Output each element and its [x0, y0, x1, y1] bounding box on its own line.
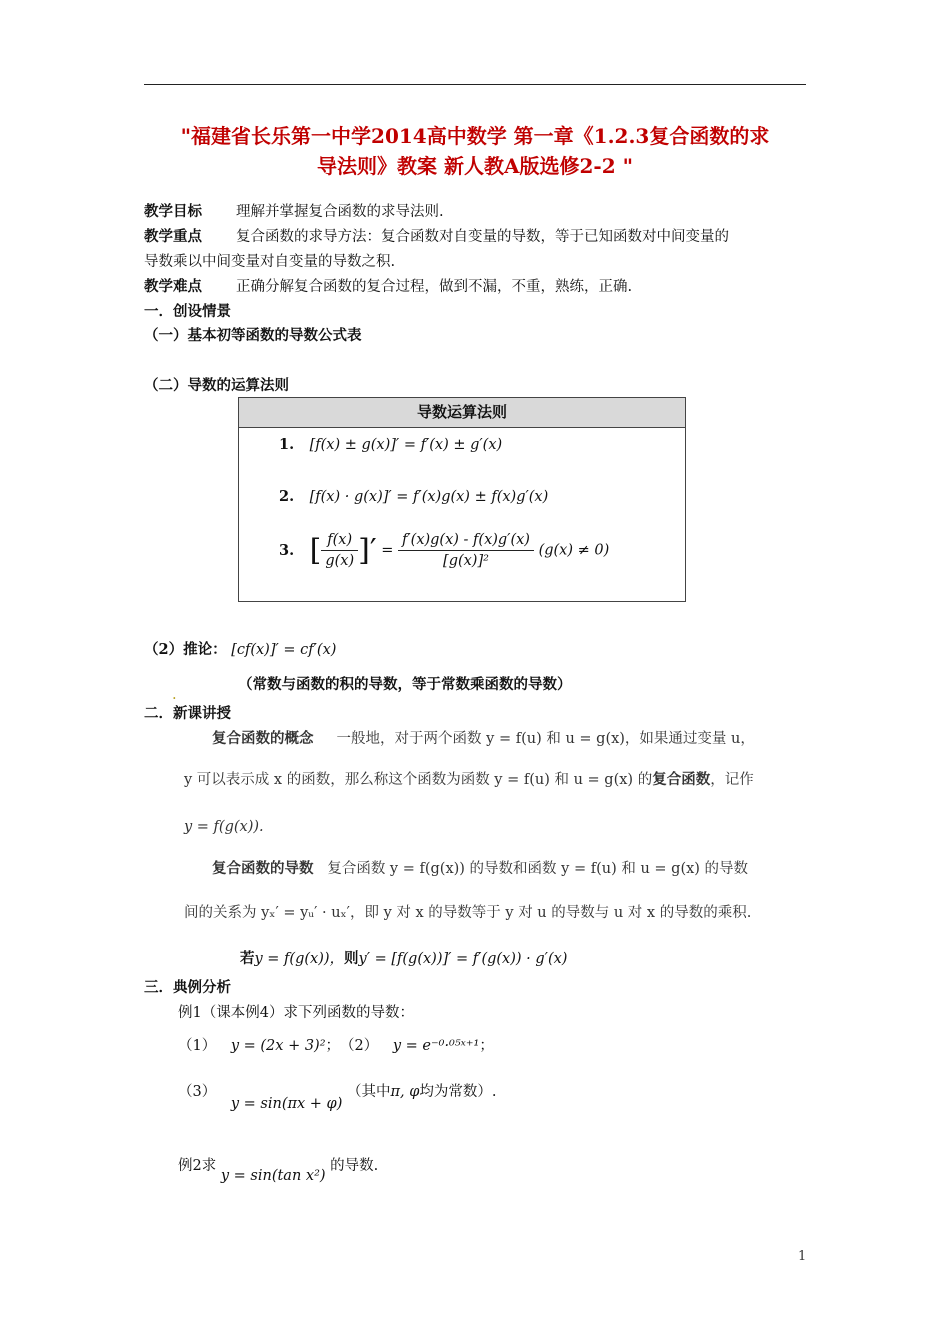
concept-text-2c: ，记作	[710, 772, 754, 788]
item-sep: ；	[325, 1038, 341, 1054]
derivative-rules-table	[238, 397, 686, 602]
example2-suffix: 的导数.	[330, 1158, 379, 1174]
derivative-row	[212, 857, 748, 881]
chain-rule-prefix: 若	[240, 950, 255, 967]
header-rule	[144, 84, 806, 85]
objective-row	[144, 200, 444, 224]
example1-item-2	[340, 1034, 494, 1058]
rhs-fraction	[398, 532, 534, 569]
corollary-formula: [cf(x)]′ = cf′(x)	[231, 642, 337, 658]
concept-label: 复合函数的概念	[212, 730, 314, 747]
rule-row-3	[279, 532, 609, 569]
lhs-fraction	[321, 532, 358, 569]
rule-row-2	[279, 488, 548, 505]
difficulty-row	[144, 275, 632, 299]
section2-heading: 二．新课讲授	[144, 705, 231, 722]
rule-formula: [f(x) · g(x)]′ = f′(x)g(x) ± f(x)g′(x)	[309, 489, 549, 505]
rule-number: 2.	[279, 488, 295, 505]
section1-heading: 一．创设情景	[144, 303, 231, 320]
concept-text-2	[184, 768, 754, 792]
key-point-row	[144, 225, 729, 249]
key-point-text-cont: 导数乘以中间变量对自变量的导数之积.	[144, 254, 396, 270]
corollary-row	[144, 638, 336, 662]
key-point-label: 教学重点	[144, 228, 202, 245]
example1-item-1	[178, 1034, 340, 1058]
derivative-text: 复合函数 y = f(g(x)) 的导数和函数 y = f(u) 和 u = g(x) 的导数	[327, 861, 749, 877]
corollary-note: （常数与函数的积的导数，等于常数乘函数的导数）	[238, 676, 572, 693]
chain-rule-row	[240, 947, 567, 971]
derivative-relation: 间的关系为 yₓ′ = yᵤ′ · uₓ′，即 y 对 x 的导数等于 y 对 u 的导数与 u 对 x 的导数的乘积.	[184, 905, 752, 921]
section3-heading: 三．典例分析	[144, 979, 231, 996]
section1-sub1: （一）基本初等函数的导数公式表	[144, 327, 362, 344]
item-number: （2）	[340, 1038, 379, 1054]
lhs-denominator: g(x)	[325, 553, 355, 569]
example1-title: 例1（课本例4）求下列函数的导数：	[178, 1005, 414, 1021]
page-number: 1	[798, 1249, 807, 1264]
item-note-b: π, φ	[390, 1084, 420, 1100]
rhs-numerator: f′(x)g(x) - f(x)g′(x)	[398, 532, 534, 551]
concept-text-2a: y 可以表示成 x 的函数，那么称这个函数为函数 y = f(u) 和 u = g(x) 的	[184, 772, 653, 788]
rule-formula: [f(x) ± g(x)]′ = f′(x) ± g′(x)	[309, 437, 503, 453]
objective-text: 理解并掌握复合函数的求导法则.	[236, 204, 444, 220]
item-formula: y = sin(πx + φ)	[230, 1096, 343, 1112]
chain-rule-b: y′ = [f(g(x))]′ = f′(g(x)) · g′(x)	[358, 951, 568, 967]
item-formula: y = (2x + 3)²	[230, 1038, 326, 1054]
table-header: 导数运算法则	[239, 398, 685, 428]
example2-row	[178, 1154, 379, 1184]
rule-number: 3.	[279, 541, 295, 559]
lhs-numerator: f(x)	[321, 532, 358, 551]
section1-sub2: （二）导数的运算法则	[144, 377, 289, 394]
difficulty-label: 教学难点	[144, 278, 202, 295]
doc-title-line1: "福建省长乐第一中学2014高中数学 第一章《1.2.3复合函数的求	[180, 124, 770, 148]
chain-rule-a: y = f(g(x))，	[254, 951, 345, 967]
example1-item-3	[178, 1080, 497, 1112]
item-number: （1）	[178, 1038, 217, 1054]
equals-sign: =	[381, 542, 398, 559]
concept-row	[212, 727, 755, 751]
item-number: （3）	[178, 1084, 217, 1100]
derivative-label: 复合函数的导数	[212, 860, 314, 877]
chain-rule-then: 则	[344, 950, 359, 967]
item-formula: y = e⁻⁰·⁰⁵ˣ⁺¹	[392, 1038, 480, 1054]
decorative-dot: .	[172, 687, 177, 703]
corollary-label: （2）推论：	[144, 641, 227, 658]
example2-formula: y = sin(tan x²)	[220, 1168, 326, 1184]
concept-text: 一般地，对于两个函数 y = f(u) 和 u = g(x)，如果通过变量 u，	[336, 731, 755, 747]
difficulty-text: 正确分解复合函数的复合过程，做到不漏，不重，熟练，正确.	[236, 279, 633, 295]
example2-prefix: 例2求	[178, 1158, 217, 1174]
item-note-c: 均为常数）.	[419, 1084, 497, 1100]
objective-label: 教学目标	[144, 203, 202, 220]
right-bracket: ]′	[358, 533, 377, 568]
rule-condition: (g(x) ≠ 0)	[538, 542, 610, 559]
key-point-text: 复合函数的求导方法：复合函数对自变量的导数，等于已知函数对中间变量的	[236, 229, 729, 245]
rule-row-1	[279, 436, 502, 453]
composite-notation: y = f(g(x)).	[184, 819, 264, 835]
item-note-a: （其中	[346, 1084, 391, 1100]
doc-title-line2: 导法则》教案 新人教A版选修2-2 "	[317, 154, 633, 178]
rhs-denominator: [g(x)]²	[443, 553, 489, 569]
item-sep: ；	[479, 1038, 494, 1054]
rule-number: 1.	[279, 436, 295, 453]
left-bracket: [	[309, 533, 322, 568]
concept-term: 复合函数	[652, 771, 711, 788]
